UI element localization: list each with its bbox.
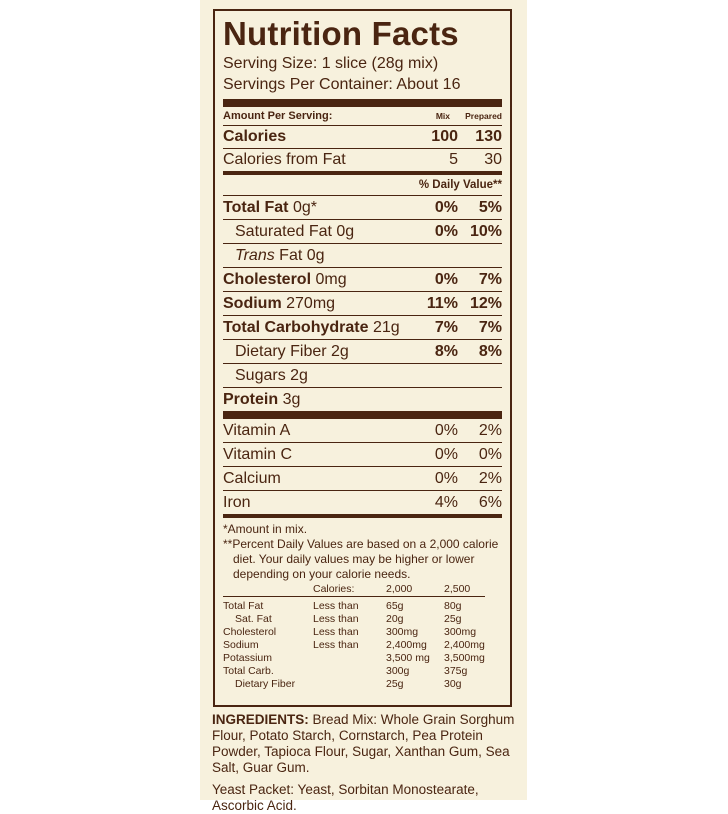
dietary-fiber-row — [223, 340, 502, 363]
protein-row — [223, 388, 502, 411]
vitamin-row — [223, 419, 502, 442]
dv-table-row: Total Fat Less than 65g 80g — [223, 600, 462, 612]
ingredients-section — [212, 712, 524, 814]
vitamin-c-prepared: 0% — [478, 445, 502, 463]
total-carb-amount: 21g — [372, 318, 400, 336]
amount-in-mix-note: *Amount in mix. — [223, 522, 308, 536]
total-fat-amount: 0g* — [292, 198, 317, 216]
saturated-fat-prepared: 10% — [469, 222, 502, 240]
ingredients-bread-mix — [212, 712, 524, 776]
vitamin-a-label: Vitamin A — [223, 421, 291, 439]
thick-divider — [223, 411, 502, 419]
calories-from-fat-label: Calories from Fat — [223, 151, 346, 168]
dv-table-row: Cholesterol Less than 300mg 300mg — [223, 626, 477, 638]
total-fat-mix: 0% — [434, 198, 458, 216]
vitamin-c-mix: 0% — [434, 445, 458, 463]
calories-mix: 100 — [431, 128, 458, 145]
sodium-name: Sodium — [223, 294, 282, 312]
calories-prepared: 130 — [475, 128, 502, 145]
calcium-label: Calcium — [223, 469, 281, 487]
saturated-fat-label: Saturated Fat 0g — [235, 222, 355, 240]
prepared-column-header: Prepared — [465, 111, 502, 121]
serving-size: Serving Size: 1 slice (28g mix) — [223, 55, 439, 72]
nutrition-facts-label — [213, 9, 512, 707]
dietary-fiber-prepared: 8% — [478, 342, 502, 360]
cholesterol-mix: 0% — [434, 270, 458, 288]
calories-label: Calories — [223, 128, 287, 145]
protein-name: Protein — [223, 390, 279, 408]
label-title: Nutrition Facts — [223, 15, 459, 52]
cholesterol-prepared: 7% — [478, 270, 502, 288]
cholesterol-name: Cholesterol — [223, 270, 312, 288]
amount-per-serving-label: Amount Per Serving: — [223, 110, 333, 122]
dv-table-header — [223, 583, 485, 597]
dv-table-row: Potassium 3,500 mg 3,500mg — [223, 652, 485, 664]
protein-amount: 3g — [282, 390, 301, 408]
pdv-note-line: diet. Your daily values may be higher or lower — [233, 552, 475, 566]
bread-mix-text: Bread Mix: Whole Grain Sorghum Flour, Potato Starch, Cornstarch, Pea Protein Powder, Tapioca Flour, Sugar, Xanthan Gum, Sea Salt, Guar Gum. — [212, 712, 515, 775]
saturated-fat-row — [223, 220, 502, 243]
total-carb-prepared: 7% — [478, 318, 502, 336]
servings-per-container: Servings Per Container: About 16 — [223, 76, 461, 93]
mix-column-header: Mix — [435, 111, 450, 121]
daily-value-table — [223, 583, 485, 691]
sodium-prepared: 12% — [469, 294, 502, 312]
vitamin-row — [223, 491, 502, 514]
iron-label: Iron — [223, 493, 251, 511]
dv-table-row: Total Carb. 300g 375g — [223, 665, 468, 677]
dv-2500-header: 2,500 — [444, 583, 471, 595]
total-carb-mix: 7% — [434, 318, 458, 336]
dv-2000-header: 2,000 — [386, 583, 413, 595]
total-fat-name: Total Fat — [223, 198, 289, 216]
dv-table-row: Sodium Less than 2,400mg 2,400mg — [223, 639, 485, 651]
dietary-fiber-label: Dietary Fiber 2g — [235, 342, 349, 360]
cholesterol-amount: 0mg — [315, 270, 347, 288]
ingredients-heading: INGREDIENTS: — [212, 712, 309, 727]
sodium-row — [223, 292, 502, 315]
sodium-mix: 11% — [426, 294, 458, 312]
medium-divider — [223, 514, 502, 518]
total-fat-row — [223, 196, 502, 219]
dv-table-row: Sat. Fat Less than 20g 25g — [235, 613, 462, 625]
footnotes — [223, 522, 502, 582]
iron-prepared: 6% — [478, 493, 502, 511]
calcium-mix: 0% — [434, 469, 458, 487]
pdv-note-line: depending on your calorie needs. — [233, 567, 411, 581]
vitamin-c-label: Vitamin C — [223, 445, 293, 463]
ingredients-yeast: Yeast Packet: Yeast, Sorbitan Monostearate, Ascorbic Acid. — [212, 782, 479, 813]
trans-fat-italic: Trans — [235, 246, 275, 264]
amount-header-row — [223, 107, 502, 125]
dv-calories-label: Calories: — [313, 583, 355, 595]
calcium-prepared: 2% — [478, 469, 502, 487]
sugars-label: Sugars 2g — [235, 366, 308, 384]
calories-from-fat-prepared: 30 — [484, 151, 502, 168]
total-carb-row — [223, 316, 502, 339]
calories-from-fat-mix: 5 — [449, 151, 458, 168]
dv-table-row: Dietary Fiber 25g 30g — [235, 678, 462, 690]
daily-value-header: % Daily Value** — [418, 179, 502, 191]
dietary-fiber-mix: 8% — [434, 342, 458, 360]
saturated-fat-mix: 0% — [434, 222, 458, 240]
trans-fat-row — [223, 244, 502, 267]
thick-divider — [223, 99, 502, 107]
vitamin-a-mix: 0% — [434, 421, 458, 439]
calories-from-fat-row — [223, 149, 502, 171]
vitamin-a-prepared: 2% — [478, 421, 502, 439]
total-fat-prepared: 5% — [478, 198, 502, 216]
pdv-note-line: **Percent Daily Values are based on a 2,000 calorie — [223, 537, 499, 551]
cholesterol-row — [223, 268, 502, 291]
total-carb-name: Total Carbohydrate — [223, 318, 369, 336]
iron-mix: 4% — [434, 493, 458, 511]
calories-row — [223, 126, 502, 148]
trans-fat-label: Fat 0g — [274, 246, 325, 264]
vitamin-row — [223, 467, 502, 490]
sugars-row — [223, 364, 502, 387]
sodium-amount: 270mg — [286, 294, 336, 312]
vitamin-row — [223, 443, 502, 466]
